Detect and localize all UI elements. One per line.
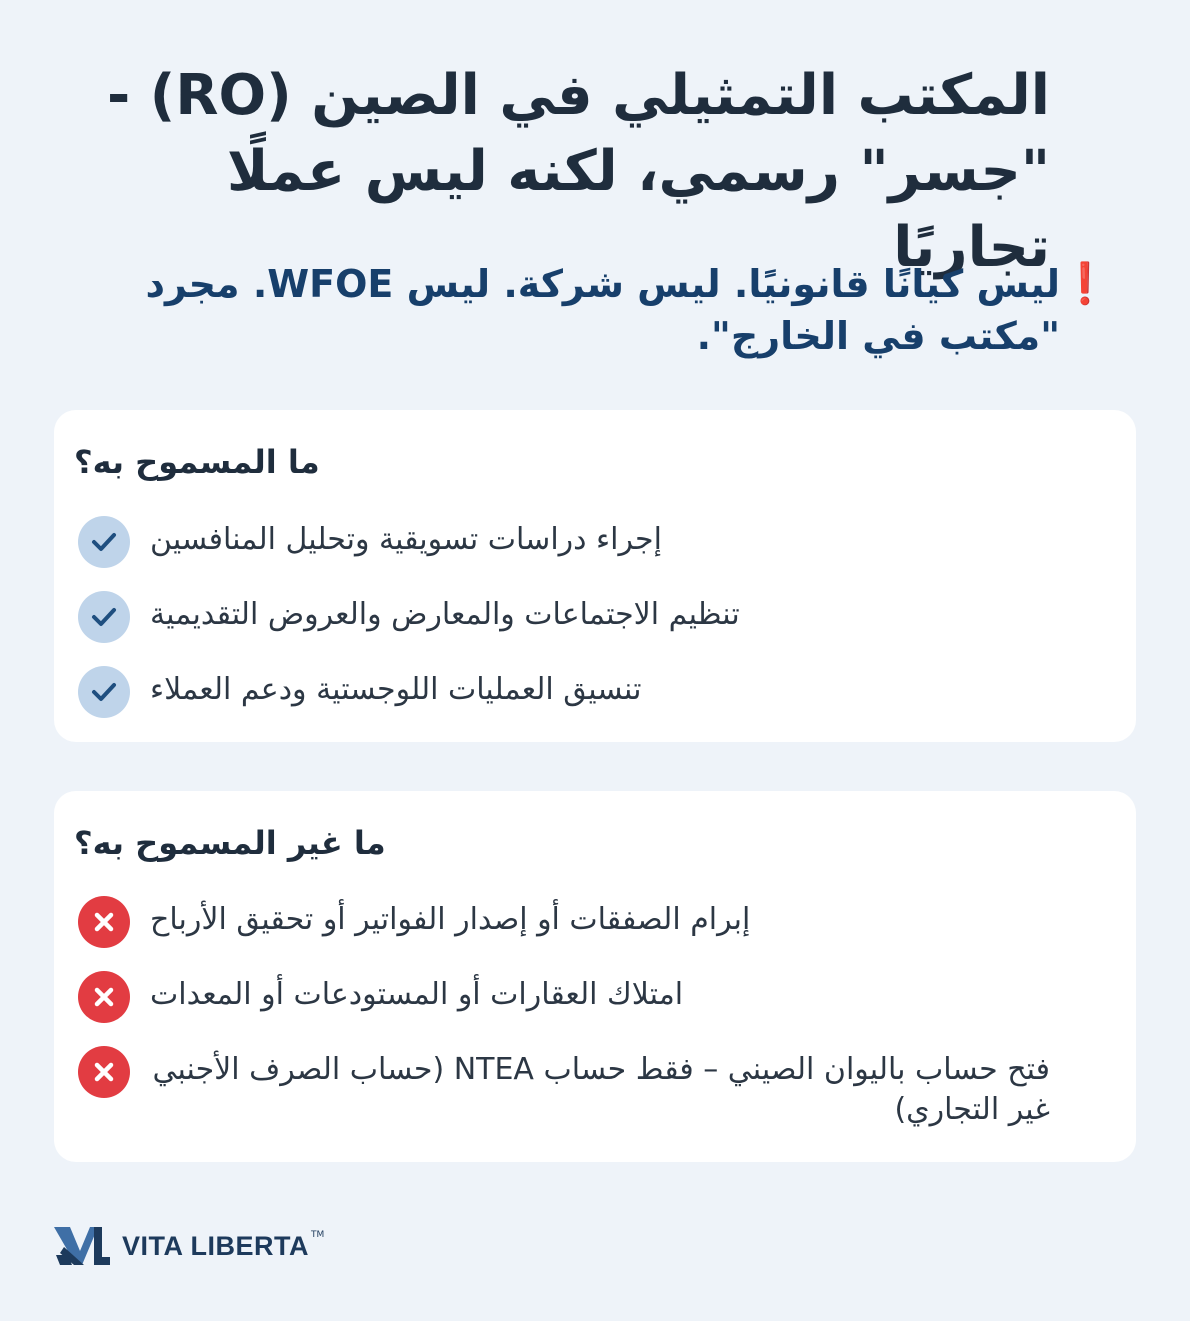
- subtitle-line-1: ليس كيانًا قانونيًا. ليس شركة. ليس WFOE. مجرد: [145, 262, 1060, 306]
- cross-icon: [78, 1046, 130, 1098]
- check-icon: [78, 666, 130, 718]
- cross-icon: [78, 896, 130, 948]
- denied-heading-text: ما غير المسموح به؟: [74, 824, 386, 862]
- exclamation-icon: ❗: [1060, 261, 1110, 307]
- allowed-item-2: تنظيم الاجتماعات والمعارض والعروض التقديمية: [150, 597, 740, 632]
- page-title: [60, 58, 1050, 286]
- denied-item-1: إبرام الصفقات أو إصدار الفواتير أو تحقيق الأرباح: [150, 902, 751, 937]
- denied-item-2: امتلاك العقارات أو المستودعات أو المعدات: [150, 977, 684, 1012]
- list-item-text: [150, 1050, 1050, 1130]
- list-item-text: [150, 520, 1080, 560]
- denied-card: [54, 791, 1136, 1162]
- list-item-text: [150, 595, 1080, 635]
- check-icon: [78, 591, 130, 643]
- cross-icon: [78, 971, 130, 1023]
- allowed-heading-text: ما المسموح به؟: [74, 443, 320, 481]
- subtitle: [60, 258, 1110, 362]
- allowed-heading: [74, 440, 1096, 484]
- check-icon: [78, 516, 130, 568]
- trademark-mark: TM: [310, 1230, 325, 1240]
- title-line-1: المكتب التمثيلي في الصين (RO) -: [107, 63, 1050, 128]
- brand-logo: [54, 1224, 324, 1268]
- list-item-text: [150, 900, 1080, 940]
- allowed-item-3: تنسيق العمليات اللوجستية ودعم العملاء: [150, 672, 642, 707]
- allowed-item-1: إجراء دراسات تسويقية وتحليل المنافسين: [150, 522, 662, 557]
- denied-item-3: فتح حساب باليوان الصيني – فقط حساب NTEA (حساب الصرف الأجنبي غير التجاري): [152, 1052, 1050, 1127]
- list-item-text: [150, 975, 1080, 1015]
- subtitle-line-2: "مكتب في الخارج".: [696, 314, 1060, 358]
- denied-heading: [74, 821, 1096, 865]
- allowed-card: [54, 410, 1136, 742]
- title-line-2: "جسر" رسمي، لكنه ليس عملًا تجاريًا: [226, 139, 1050, 280]
- brand-name: VITA LIBERTA: [122, 1230, 309, 1261]
- vita-liberta-logo-icon: [54, 1225, 110, 1267]
- list-item-text: [150, 670, 1080, 710]
